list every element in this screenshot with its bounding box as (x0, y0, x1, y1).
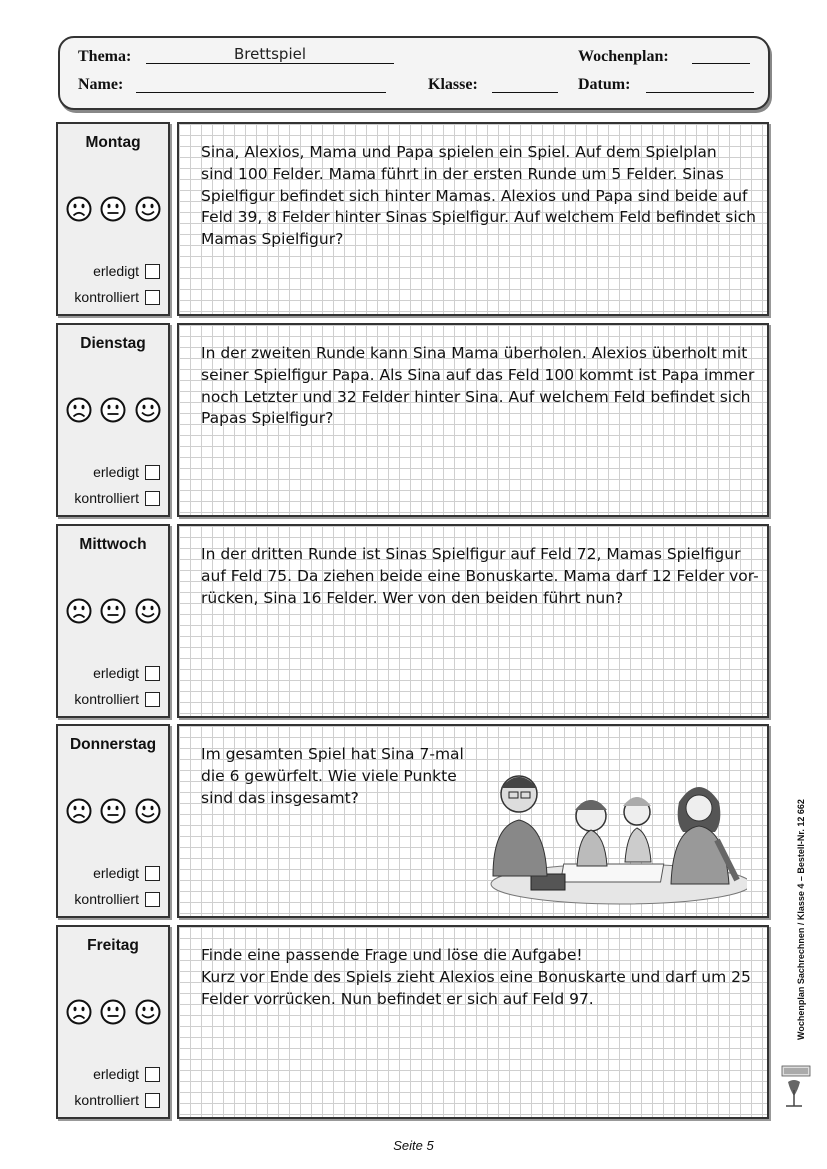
task-text: Im gesamten Spiel hat Sina 7-mal die 6 gewürfelt. Wie viele Punkte sind das insgesamt? (201, 745, 464, 807)
neutral-face-icon[interactable] (100, 196, 126, 222)
kontrolliert-checkbox[interactable] (145, 892, 160, 907)
erledigt-label: erledigt (93, 665, 139, 681)
day-box (56, 122, 170, 316)
happy-face-icon[interactable] (135, 999, 161, 1025)
neutral-face-icon[interactable] (100, 798, 126, 824)
erledigt-checkbox[interactable] (145, 1067, 160, 1082)
day-box (56, 724, 170, 918)
neutral-face-icon[interactable] (100, 598, 126, 624)
side-publisher-text: Wochenplan Sachrechnen / Klasse 4 – Bestell-Nr. 12 662 (796, 799, 806, 1040)
sad-face-icon[interactable] (66, 397, 92, 423)
erledigt-checkbox[interactable] (145, 465, 160, 480)
erledigt-row (93, 1066, 160, 1082)
happy-face-icon[interactable] (135, 196, 161, 222)
kontrolliert-row (74, 691, 160, 707)
task-area[interactable] (177, 323, 769, 517)
task-area[interactable] (177, 122, 769, 316)
erledigt-label: erledigt (93, 263, 139, 279)
klasse-label: Klasse: (428, 76, 478, 93)
day-name: Freitag (87, 937, 139, 954)
erledigt-row (93, 865, 160, 881)
task-area[interactable] (177, 724, 769, 918)
sad-face-icon[interactable] (66, 798, 92, 824)
sad-face-icon[interactable] (66, 196, 92, 222)
erledigt-row (93, 665, 160, 681)
day-row (56, 925, 770, 1117)
day-name: Dienstag (80, 335, 146, 352)
kontrolliert-label: kontrolliert (74, 490, 139, 506)
day-row (56, 323, 770, 515)
header-box (58, 36, 770, 110)
wochenplan-label: Wochenplan: (578, 48, 669, 65)
erledigt-label: erledigt (93, 865, 139, 881)
erledigt-checkbox[interactable] (145, 666, 160, 681)
page-number: Seite 5 (393, 1138, 434, 1153)
task-text: Finde eine passende Frage und löse die Aufgabe! Kurz vor Ende des Spiels zieht Alexios eine Bonuskarte und darf um 25 Felder vorrücken. Nun befindet er sich auf Feld 97. (201, 946, 751, 1008)
name-field[interactable] (136, 74, 386, 93)
kontrolliert-checkbox[interactable] (145, 692, 160, 707)
kontrolliert-label: kontrolliert (74, 289, 139, 305)
day-box (56, 323, 170, 517)
erledigt-checkbox[interactable] (145, 866, 160, 881)
kontrolliert-row (74, 1092, 160, 1108)
day-box (56, 524, 170, 718)
rating-faces (64, 397, 168, 429)
kontrolliert-row (74, 490, 160, 506)
datum-label: Datum: (578, 76, 631, 93)
neutral-face-icon[interactable] (100, 397, 126, 423)
day-row (56, 724, 770, 916)
name-label: Name: (78, 76, 124, 93)
thema-label: Thema: (78, 48, 132, 65)
task-text: In der zweiten Runde kann Sina Mama überholen. Alexios überholt mit seiner Spielfigur Papa. Als Sina auf das Feld 100 kommt ist Papa immer noch Letzter und 32 Felder hinter Sina. Auf welchem Feld befindet sich Papas Spielfigur? (201, 344, 755, 428)
erledigt-checkbox[interactable] (145, 264, 160, 279)
kontrolliert-label: kontrolliert (74, 691, 139, 707)
task-area[interactable] (177, 524, 769, 718)
klasse-field[interactable] (492, 74, 558, 93)
kontrolliert-row (74, 891, 160, 907)
sad-face-icon[interactable] (66, 598, 92, 624)
rating-faces (64, 196, 168, 228)
erledigt-label: erledigt (93, 464, 139, 480)
wochenplan-field[interactable] (692, 45, 750, 64)
neutral-face-icon[interactable] (100, 999, 126, 1025)
task-text: In der dritten Runde ist Sinas Spielfigur auf Feld 72, Mamas Spielfigur auf Feld 75. Da ziehen beide eine Bonuskarte. Mama darf 12 Felder vor- rücken, Sina 16 Felder. Wer von den beiden führt nun? (201, 545, 759, 607)
day-name: Montag (85, 134, 141, 151)
rating-faces (64, 999, 168, 1031)
erledigt-row (93, 263, 160, 279)
family-boardgame-illustration (471, 766, 747, 906)
rating-faces (64, 798, 168, 830)
day-row (56, 122, 770, 314)
kontrolliert-checkbox[interactable] (145, 491, 160, 506)
kontrolliert-checkbox[interactable] (145, 290, 160, 305)
kontrolliert-label: kontrolliert (74, 1092, 139, 1108)
task-area[interactable] (177, 925, 769, 1119)
kontrolliert-checkbox[interactable] (145, 1093, 160, 1108)
day-box (56, 925, 170, 1119)
kontrolliert-row (74, 289, 160, 305)
day-name: Mittwoch (79, 536, 147, 553)
publisher-logo-icon (778, 1060, 814, 1110)
day-row (56, 524, 770, 716)
happy-face-icon[interactable] (135, 798, 161, 824)
thema-value: Brettspiel (233, 45, 307, 63)
task-text: Sina, Alexios, Mama und Papa spielen ein Spiel. Auf dem Spielplan sind 100 Felder. Mama führt in der ersten Runde um 5 Felder. Sinas Spielfigur befindet sich hinter Mamas. Alexios und Papa sind beide auf Feld 39, 8 Felder hinter Sinas Spielfigur. Auf welchem Feld befindet sich Mamas Spielfigur? (201, 143, 757, 249)
day-name: Donnerstag (69, 736, 157, 753)
happy-face-icon[interactable] (135, 397, 161, 423)
erledigt-label: erledigt (93, 1066, 139, 1082)
thema-field[interactable] (146, 45, 394, 64)
erledigt-row (93, 464, 160, 480)
datum-field[interactable] (646, 74, 754, 93)
kontrolliert-label: kontrolliert (74, 891, 139, 907)
happy-face-icon[interactable] (135, 598, 161, 624)
rating-faces (64, 598, 168, 630)
sad-face-icon[interactable] (66, 999, 92, 1025)
